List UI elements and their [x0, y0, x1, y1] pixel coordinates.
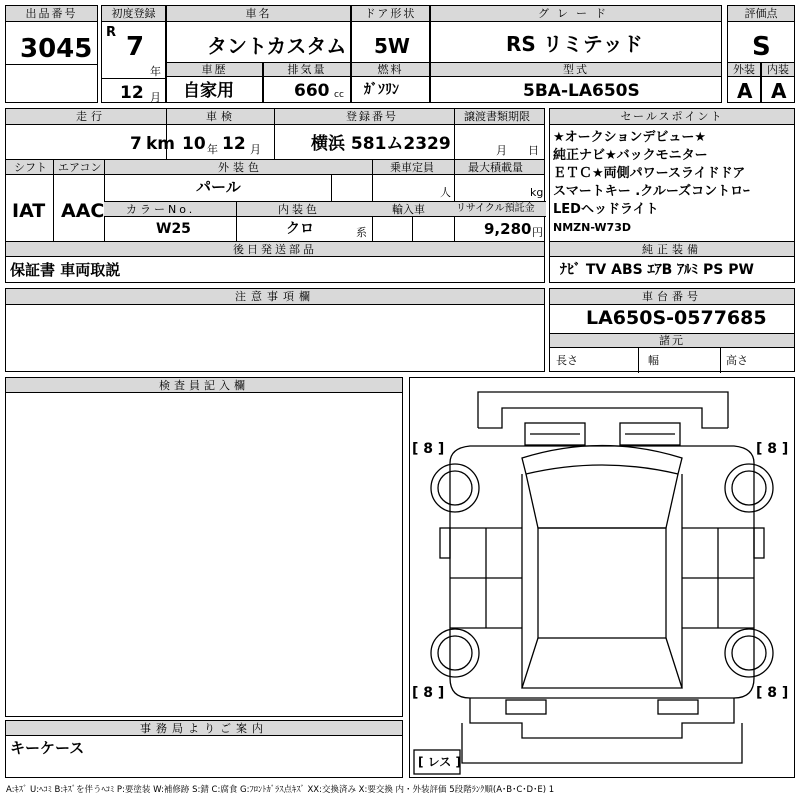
grade-value: RS リミテッド — [506, 32, 643, 56]
damage-legend: A:ｷｽﾞ U:ﾍｺﾐ B:ｷｽﾞを伴うﾍｺﾐ P:要塗装 W:補修跡 S:錆 C:腐食 G:ﾌﾛﾝﾄｶﾞﾗｽ点ｷｽﾞ XX:交換済み X:要交換 内・外装評価 5段階ﾗﾝｸ順(A･B･C･D･E) 1 — [6, 785, 555, 795]
mileage-unit: km — [146, 134, 176, 154]
first-registration-year: 7 — [126, 32, 145, 62]
sales-line-1: ★オークションデビュー★ — [553, 130, 707, 145]
interior-grade-label: 内装 — [762, 63, 794, 77]
max-load-label: 最大積載量 — [468, 161, 523, 174]
color-no-label: カラーNo. — [126, 203, 196, 216]
inspector-box — [5, 377, 403, 717]
notes-label: 注意事項欄 — [6, 289, 544, 305]
equipment-value: ﾅﾋﾞ TV ABS ｴｱB ｱﾙﾐ PS PW — [560, 262, 754, 278]
fuel-value: ｶﾞｿﾘﾝ — [364, 82, 399, 98]
aircon-label: エアコン — [58, 161, 102, 174]
later-items-box — [5, 241, 545, 283]
max-load-unit: kg — [530, 186, 544, 199]
sales-points-box — [549, 108, 795, 242]
sales-line-5: LEDヘッドライト — [553, 202, 659, 217]
shift-value: IAT — [12, 200, 46, 222]
specs-label: 諸元 — [550, 334, 794, 348]
sales-line-4: スマートキー .クルーズコントロｰ — [553, 184, 750, 199]
sales-line-6: NMZN-W73D — [553, 221, 631, 234]
vehicle-info-panel — [5, 108, 545, 242]
exterior-color-label: 外装色 — [218, 161, 263, 174]
exterior-grade-box — [727, 62, 761, 103]
registration-value: 横浜 581ム2329 — [311, 134, 451, 154]
exterior-color-value: パール — [196, 178, 241, 196]
chassis-label: 車台番号 — [550, 289, 794, 305]
aircon-value: AAC — [61, 200, 105, 222]
interior-color-label: 内装色 — [278, 203, 320, 216]
lot-number-value: 3045 — [20, 34, 93, 64]
transfer-month-unit: 月 — [496, 144, 507, 157]
model-code-label: 型式 — [431, 63, 721, 77]
recycle-label: リサイクル預託金 — [456, 203, 535, 214]
lot-number-label: 出品番号 — [6, 6, 97, 22]
car-name-label: 車名 — [167, 6, 350, 22]
registration-label: 登録番号 — [346, 110, 398, 123]
first-registration-month: 12 — [120, 83, 144, 103]
month-unit: 月 — [150, 91, 161, 104]
recycle-value: 9,280 — [484, 220, 532, 238]
chassis-value: LA650S-0577685 — [586, 307, 767, 329]
recycle-unit: 円 — [532, 226, 543, 239]
model-code-value: 5BA-LA650S — [523, 81, 640, 101]
color-no-value: W25 — [156, 221, 191, 237]
interior-color-value: クロ — [286, 221, 314, 237]
inspector-label: 検査員記入欄 — [6, 378, 402, 393]
equipment-box — [549, 241, 795, 283]
history-label: 車歴 — [167, 63, 262, 77]
interior-color-unit: 系 — [356, 226, 367, 239]
transfer-docs-label: 譲渡書類期限 — [464, 110, 530, 123]
door-label: ドア形状 — [352, 6, 429, 22]
history-value: 自家用 — [183, 81, 234, 101]
spec-length: 長さ — [556, 354, 578, 367]
score-label: 評価点 — [728, 6, 794, 22]
office-value: キーケース — [10, 739, 85, 757]
year-unit: 年 — [150, 65, 161, 78]
sales-line-3: ＥＴＣ★両側パワースライドドア — [553, 166, 746, 181]
displacement-value: 660 — [294, 81, 330, 101]
sales-line-2: 純正ナビ★バックモニター — [553, 148, 708, 163]
inspection-label: 車検 — [206, 110, 236, 123]
lot-number-box — [5, 5, 98, 103]
inspection-month: 12 — [222, 134, 246, 154]
first-registration-box — [101, 5, 166, 103]
tire-mark-rear-right: [ 8 ] — [756, 685, 789, 701]
door-box — [351, 5, 430, 63]
exterior-grade-label: 外装 — [728, 63, 760, 77]
transfer-day-unit: 日 — [528, 144, 539, 157]
office-box — [5, 720, 403, 778]
mileage-value: 7 — [130, 134, 142, 154]
damage-diagram-box — [409, 377, 795, 778]
inspection-year: 10 — [182, 134, 206, 154]
inspection-year-unit: 年 — [207, 143, 218, 156]
capacity-unit: 人 — [440, 186, 451, 199]
grade-label: グレード — [431, 6, 721, 22]
mileage-label: 走行 — [76, 110, 106, 123]
tire-mark-rear-left: [ 8 ] — [412, 685, 445, 701]
tire-mark-front-right: [ 8 ] — [756, 441, 789, 457]
score-box — [727, 5, 795, 63]
inspection-month-unit: 月 — [250, 143, 261, 156]
later-items-value: 保証書 車両取説 — [10, 261, 121, 279]
sales-points-label: セールスポイント — [550, 109, 794, 125]
interior-grade-value: A — [771, 79, 787, 103]
office-label: 事務局よりご案内 — [6, 721, 402, 736]
spec-width: 幅 — [648, 354, 659, 367]
model-code-box — [430, 62, 722, 103]
history-box — [166, 62, 263, 103]
era-label: R — [106, 25, 117, 40]
equipment-label: 純正装備 — [550, 242, 794, 257]
spec-height: 高さ — [726, 354, 748, 367]
interior-grade-box — [761, 62, 795, 103]
fuel-label: 燃料 — [352, 63, 429, 77]
car-name-value: タントカスタム — [207, 34, 347, 58]
displacement-unit: cc — [334, 90, 344, 100]
first-registration-label: 初度登録 — [102, 6, 165, 22]
car-name-box — [166, 5, 351, 63]
grade-box — [430, 5, 722, 63]
capacity-label: 乗車定員 — [390, 161, 434, 174]
car-diagram — [410, 378, 794, 777]
tire-mark-front-left: [ 8 ] — [412, 441, 445, 457]
displacement-label: 排気量 — [264, 63, 350, 77]
exterior-grade-value: A — [737, 79, 753, 103]
displacement-box — [263, 62, 351, 103]
chassis-box — [549, 288, 795, 372]
import-label: 輸入車 — [392, 203, 425, 216]
notes-box — [5, 288, 545, 372]
door-value: 5W — [374, 34, 410, 58]
shift-label: シフト — [14, 161, 47, 174]
later-items-label: 後日発送部品 — [6, 242, 544, 257]
fuel-box — [351, 62, 430, 103]
score-value: S — [752, 32, 771, 62]
spare-tire-mark: [ レス ] — [418, 755, 461, 769]
